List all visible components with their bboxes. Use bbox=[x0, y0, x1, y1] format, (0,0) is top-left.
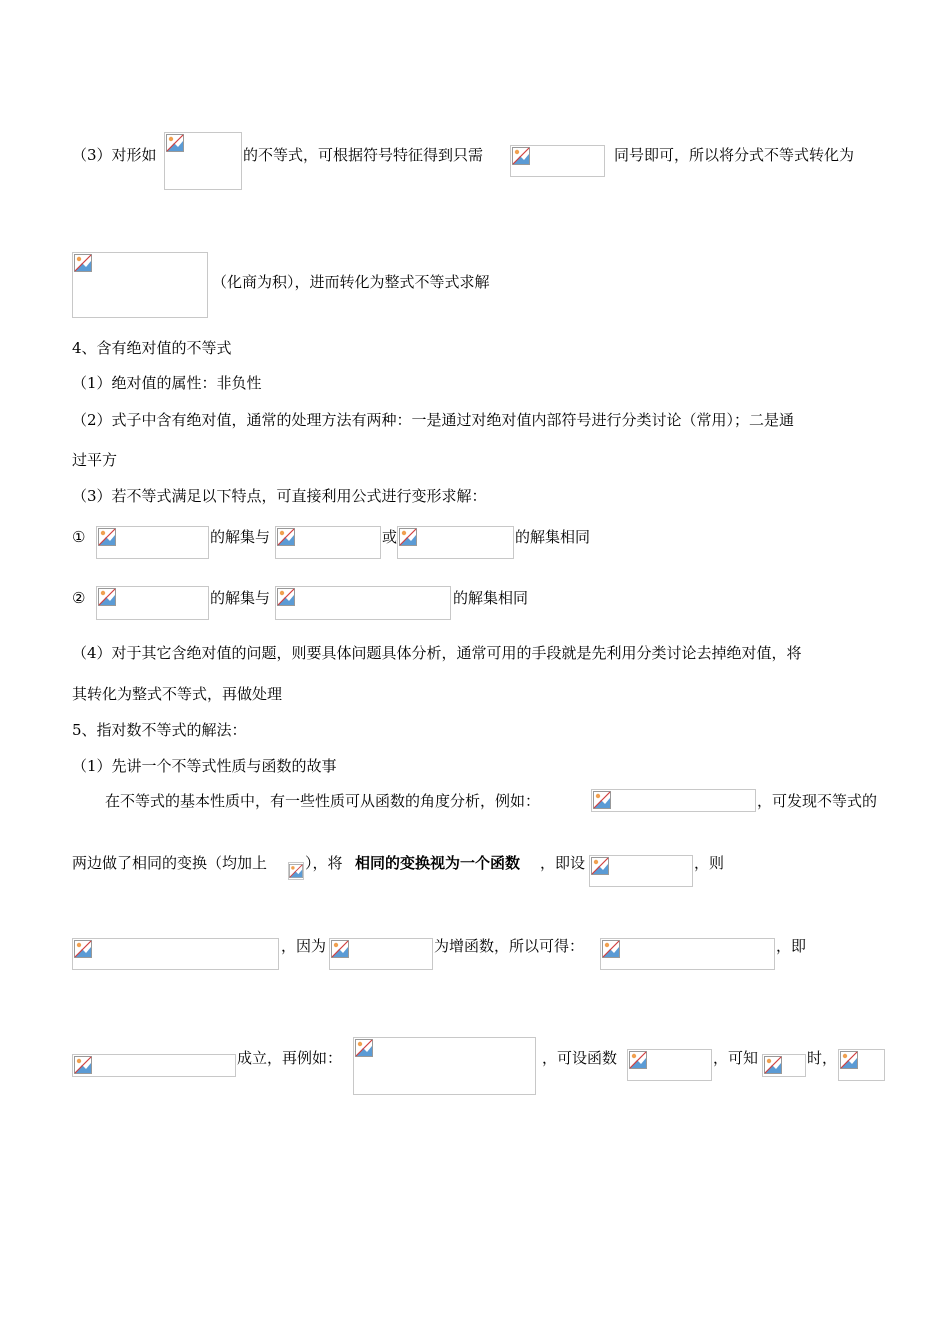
text: ，即 bbox=[776, 937, 807, 955]
text: 时， bbox=[807, 1049, 838, 1067]
formula-image bbox=[838, 1049, 885, 1081]
text: （化商为积），进而转化为整式不等式求解 bbox=[212, 273, 490, 291]
text: 同号即可，所以将分式不等式转化为 bbox=[614, 146, 855, 164]
section-heading: 4、含有绝对值的不等式 bbox=[72, 339, 232, 357]
text: 其转化为整式不等式，再做处理 bbox=[72, 685, 283, 703]
list-number: ② bbox=[72, 589, 86, 607]
broken-image-icon bbox=[98, 588, 116, 606]
broken-image-icon bbox=[840, 1051, 858, 1069]
formula-image bbox=[72, 1054, 236, 1077]
text: 的不等式，可根据符号特征得到只需 bbox=[243, 146, 484, 164]
text: 的解集与 bbox=[210, 589, 271, 607]
formula-image bbox=[96, 526, 209, 559]
broken-image-icon bbox=[166, 134, 184, 152]
broken-image-icon bbox=[74, 1056, 92, 1074]
text: 两边做了相同的变换（均加上 bbox=[72, 854, 268, 872]
broken-image-icon bbox=[764, 1056, 782, 1074]
formula-image bbox=[96, 586, 209, 620]
text: （3）对形如 bbox=[72, 146, 157, 164]
formula-image bbox=[329, 938, 433, 970]
text: 的解集与 bbox=[210, 528, 271, 546]
text: （1）先讲一个不等式性质与函数的故事 bbox=[72, 757, 337, 775]
text: 的解集相同 bbox=[515, 528, 591, 546]
broken-image-icon bbox=[591, 857, 609, 875]
bold-text: 相同的变换视为一个函数 bbox=[355, 854, 521, 872]
text: ，因为 bbox=[281, 937, 327, 955]
formula-image bbox=[353, 1037, 536, 1095]
broken-image-icon bbox=[602, 940, 620, 958]
text: ，可设函数 bbox=[542, 1049, 618, 1067]
formula-image bbox=[397, 526, 514, 559]
formula-image bbox=[600, 938, 775, 970]
broken-image-icon bbox=[277, 528, 295, 546]
text: ，则 bbox=[694, 854, 725, 872]
broken-image-icon bbox=[331, 940, 349, 958]
formula-image bbox=[275, 586, 451, 620]
formula-image bbox=[164, 132, 242, 190]
text: 的解集相同 bbox=[453, 589, 529, 607]
broken-image-icon bbox=[277, 588, 295, 606]
formula-image bbox=[510, 145, 605, 177]
text: 成立，再例如： bbox=[237, 1049, 343, 1067]
text: ，可知 bbox=[713, 1049, 759, 1067]
section-heading: 5、指对数不等式的解法： bbox=[72, 721, 247, 739]
formula-image bbox=[72, 938, 279, 970]
formula-image bbox=[627, 1049, 712, 1081]
formula-image bbox=[288, 862, 304, 880]
formula-image bbox=[589, 855, 693, 887]
broken-image-icon bbox=[289, 863, 303, 879]
formula-image bbox=[72, 252, 208, 318]
text: （3）若不等式满足以下特点，可直接利用公式进行变形求解： bbox=[72, 487, 487, 505]
text: 为增函数，所以可得： bbox=[434, 937, 585, 955]
broken-image-icon bbox=[512, 147, 530, 165]
formula-image bbox=[275, 526, 381, 559]
text: （1）绝对值的属性：非负性 bbox=[72, 374, 262, 392]
text: 过平方 bbox=[72, 451, 118, 469]
broken-image-icon bbox=[399, 528, 417, 546]
broken-image-icon bbox=[98, 528, 116, 546]
formula-image bbox=[591, 789, 756, 812]
text: ，可发现不等式的 bbox=[757, 792, 878, 810]
text: ，即设 bbox=[540, 854, 586, 872]
broken-image-icon bbox=[355, 1039, 373, 1057]
text: 在不等式的基本性质中，有一些性质可从函数的角度分析，例如： bbox=[105, 792, 541, 810]
broken-image-icon bbox=[593, 791, 611, 809]
list-number: ① bbox=[72, 528, 86, 546]
formula-image bbox=[762, 1054, 806, 1077]
broken-image-icon bbox=[74, 940, 92, 958]
text: ），将 bbox=[305, 854, 343, 872]
broken-image-icon bbox=[629, 1051, 647, 1069]
text: 或 bbox=[382, 528, 398, 546]
text: （4）对于其它含绝对值的问题，则要具体问题具体分析，通常可用的手段就是先利用分类讨论去掉绝对值，将 bbox=[72, 644, 802, 662]
text: （2）式子中含有绝对值，通常的处理方法有两种：一是通过对绝对值内部符号进行分类讨论（常用）；二是通 bbox=[72, 411, 795, 429]
broken-image-icon bbox=[74, 254, 92, 272]
